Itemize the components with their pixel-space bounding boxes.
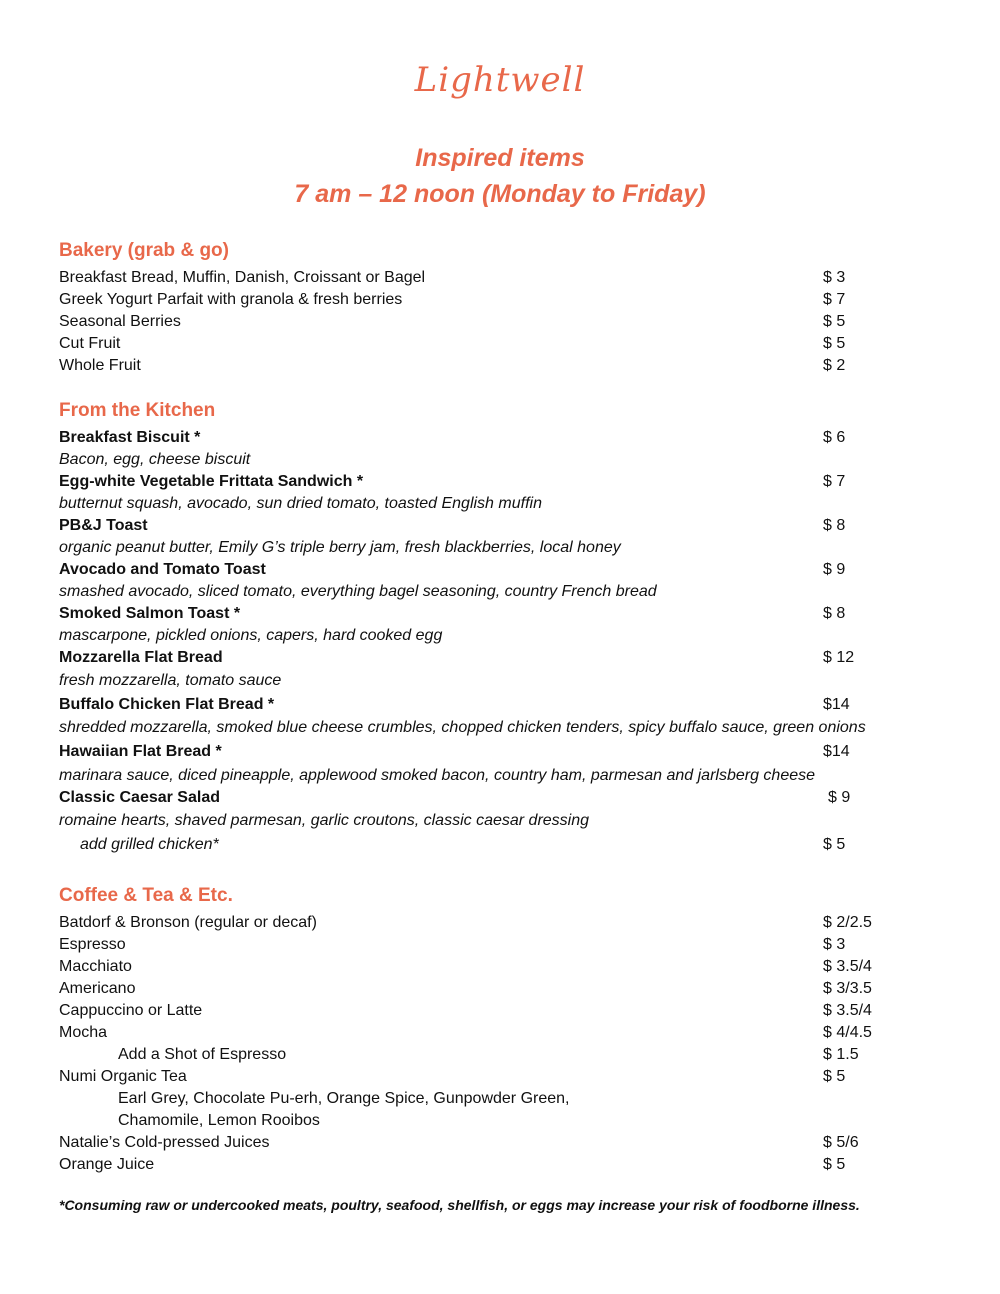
menu-item [59, 1044, 959, 1066]
menu-item [59, 647, 959, 669]
allergy-footnote: *Consuming raw or undercooked meats, poultry, seafood, shellfish, or eggs may increase your risk of foodborne illness. [59, 1197, 860, 1213]
item-name: Chamomile, Lemon Rooibos [118, 1112, 320, 1129]
item-price: $ 7 [823, 473, 846, 490]
item-name: Whole Fruit [59, 357, 141, 374]
menu-item [59, 311, 959, 333]
menu-item [59, 559, 959, 581]
menu-item [59, 603, 959, 625]
item-name: Numi Organic Tea [59, 1068, 187, 1085]
item-name: Avocado and Tomato Toast [59, 561, 266, 578]
menu-item [59, 333, 959, 355]
item-price: $ 7 [823, 291, 846, 308]
item-description: shredded mozzarella, smoked blue cheese crumbles, chopped chicken tenders, spicy buffalo sauce, green onions [59, 719, 866, 736]
item-name: Seasonal Berries [59, 313, 181, 330]
item-price: $ 5 [823, 836, 846, 853]
menu-item [59, 267, 959, 289]
menu-item [59, 1110, 959, 1132]
item-name: Orange Juice [59, 1156, 155, 1173]
menu-item [59, 1066, 959, 1088]
item-name: Egg-white Vegetable Frittata Sandwich * [59, 473, 364, 490]
menu-item [59, 427, 959, 449]
item-name: Espresso [59, 936, 126, 953]
item-price: $ 5 [823, 1156, 846, 1173]
menu-item [59, 741, 959, 763]
item-name: Cappuccino or Latte [59, 1002, 203, 1019]
item-price: $ 3/3.5 [823, 980, 872, 997]
menu-item [59, 289, 959, 311]
item-name: Americano [59, 980, 136, 997]
item-price: $ 3.5/4 [823, 958, 872, 975]
item-name: Breakfast Biscuit * [59, 429, 201, 446]
menu-header [0, 140, 1000, 212]
menu-item [59, 912, 959, 934]
item-price: $ 4/4.5 [823, 1024, 872, 1041]
item-name: Mozzarella Flat Bread [59, 649, 223, 666]
section-title-bakery: Bakery (grab & go) [59, 240, 229, 261]
item-price: $ 2/2.5 [823, 914, 872, 931]
item-name: Macchiato [59, 958, 132, 975]
item-description: butternut squash, avocado, sun dried tomato, toasted English muffin [59, 495, 542, 512]
item-name: Hawaiian Flat Bread * [59, 743, 222, 760]
item-price: $14 [823, 743, 850, 760]
item-price: $ 12 [823, 649, 855, 666]
item-name: Smoked Salmon Toast * [59, 605, 241, 622]
item-price: $ 3 [823, 936, 846, 953]
item-price: $ 9 [823, 561, 846, 578]
item-name: Add a Shot of Espresso [118, 1046, 287, 1063]
menu-item [59, 1022, 959, 1044]
addon-name: add grilled chicken* [80, 836, 219, 853]
item-price: $ 5/6 [823, 1134, 859, 1151]
menu-addon [59, 834, 959, 856]
item-name: Greek Yogurt Parfait with granola & fresh berries [59, 291, 403, 308]
item-name: Natalie’s Cold-pressed Juices [59, 1134, 270, 1151]
menu-item [59, 1088, 959, 1110]
item-price: $ 9 [828, 789, 851, 806]
menu-item [59, 515, 959, 537]
item-price: $ 8 [823, 605, 846, 622]
item-description: Bacon, egg, cheese biscuit [59, 451, 251, 468]
service-hours: 7 am – 12 noon (Monday to Friday) [294, 180, 706, 208]
item-name: Mocha [59, 1024, 108, 1041]
item-name: Classic Caesar Salad [59, 789, 220, 806]
item-price: $ 5 [823, 335, 846, 352]
item-description: organic peanut butter, Emily G’s triple berry jam, fresh blackberries, local honey [59, 539, 621, 556]
item-price: $ 1.5 [823, 1046, 859, 1063]
item-description: fresh mozzarella, tomato sauce [59, 672, 282, 689]
item-description: romaine hearts, shaved parmesan, garlic croutons, classic caesar dressing [59, 812, 590, 829]
section-title-coffee: Coffee & Tea & Etc. [59, 885, 233, 906]
menu-item [59, 471, 959, 493]
menu-item [59, 1000, 959, 1022]
menu-item [59, 978, 959, 1000]
item-name: PB&J Toast [59, 517, 148, 534]
item-name: Breakfast Bread, Muffin, Danish, Croissant or Bagel [59, 269, 426, 286]
menu-item [59, 956, 959, 978]
item-price: $ 5 [823, 313, 846, 330]
item-price: $ 2 [823, 357, 846, 374]
menu-title: Inspired items [415, 144, 585, 172]
menu-item [59, 934, 959, 956]
item-price: $14 [823, 696, 850, 713]
menu-item [59, 787, 959, 809]
item-description: smashed avocado, sliced tomato, everything bagel seasoning, country French bread [59, 583, 657, 600]
item-name: Batdorf & Bronson (regular or decaf) [59, 914, 317, 931]
menu-item [59, 694, 959, 716]
item-price: $ 6 [823, 429, 846, 446]
item-name: Buffalo Chicken Flat Bread * [59, 696, 275, 713]
menu-item [59, 1132, 959, 1154]
section-title-kitchen: From the Kitchen [59, 400, 216, 421]
item-price: $ 3.5/4 [823, 1002, 872, 1019]
item-price: $ 8 [823, 517, 846, 534]
menu-item [59, 1154, 959, 1176]
item-price: $ 3 [823, 269, 846, 286]
item-price: $ 5 [823, 1068, 846, 1085]
menu-item [59, 355, 959, 377]
item-description: marinara sauce, diced pineapple, applewood smoked bacon, country ham, parmesan and jarlsberg cheese [59, 767, 816, 784]
item-description: mascarpone, pickled onions, capers, hard cooked egg [59, 627, 443, 644]
item-name: Cut Fruit [59, 335, 121, 352]
item-name: Earl Grey, Chocolate Pu-erh, Orange Spice, Gunpowder Green, [118, 1090, 570, 1107]
brand-logo: Lightwell [414, 60, 586, 100]
